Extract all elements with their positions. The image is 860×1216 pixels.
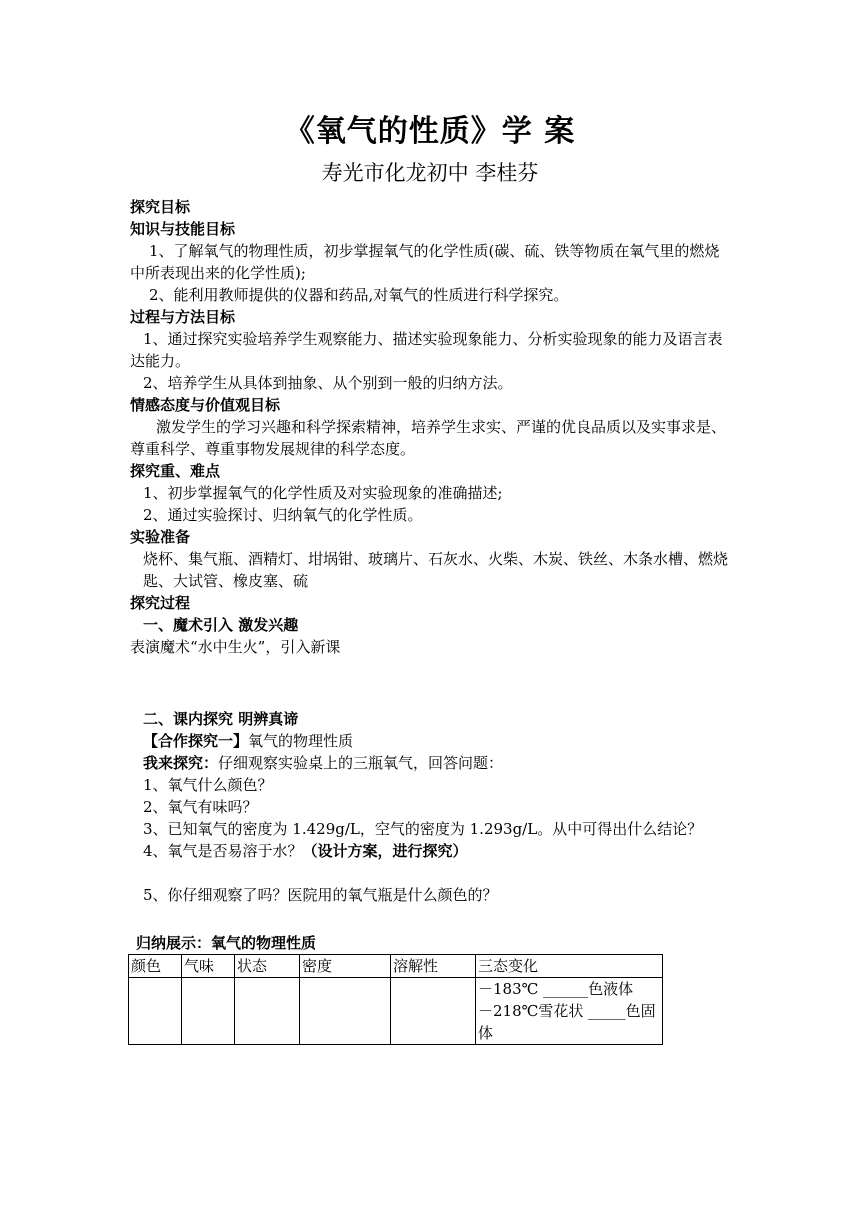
emotion-item: 激发学生的学习兴趣和科学探索精神，培养学生求实、严谨的优良品质以及实事求是、尊重科学、尊重事物发展规律的科学态度。 <box>130 418 727 458</box>
header-density: 密度 <box>300 955 391 978</box>
cell-state[interactable] <box>235 978 300 1045</box>
coop-text: 氧气的物理性质 <box>248 732 354 750</box>
preparation-list: 烧杯、集气瓶、酒精灯、坩埚钳、玻璃片、石灰水、火柴、木炭、铁丝、木条水槽、燃烧匙、大试管、橡皮塞、硫 <box>143 550 729 590</box>
header-state: 状态 <box>235 955 300 978</box>
question-4-note: （设计方案，进行探究） <box>302 842 468 860</box>
knowledge-item-2: 2、能利用教师提供的仪器和药品,对氧气的性质进行科学探究。 <box>149 286 569 304</box>
knowledge-item-1: 1、了解氧气的物理性质，初步掌握氧气的化学性质(碳、硫、铁等物质在氧气里的燃烧中所表现出来的化学性质); <box>130 242 720 282</box>
heading-process: 过程与方法目标 <box>130 308 236 326</box>
step2-title: 二、课内探究 明辨真谛 <box>143 710 299 728</box>
cell-phase-change <box>476 978 663 1045</box>
coop-line <box>130 730 730 752</box>
heading-flow: 探究过程 <box>130 594 191 612</box>
heading-goal: 探究目标 <box>130 198 191 216</box>
step1-title: 一、魔术引入 激发兴趣 <box>143 616 299 634</box>
cell-odor[interactable] <box>182 978 235 1045</box>
spacer <box>130 906 730 932</box>
spacer <box>130 862 730 884</box>
heading-emotion: 情感态度与价值观目标 <box>130 396 281 414</box>
question-1: 1、氧气什么颜色？ <box>143 776 273 794</box>
author-line: 寿光市化龙初中 李桂芬 <box>321 161 539 185</box>
table-header-row <box>129 955 663 978</box>
heading-knowledge: 知识与技能目标 <box>130 220 236 238</box>
header-phase-change: 三态变化 <box>476 955 663 978</box>
heading-key-points: 探究重、难点 <box>130 462 221 480</box>
table-row <box>129 978 663 1045</box>
process-item-1: 1、通过探究实验培养学生观察能力、描述实验现象能力、分析实验现象的能力及语言表达能力。 <box>130 330 723 370</box>
properties-table <box>128 954 663 1045</box>
cell-solubility[interactable] <box>391 978 476 1045</box>
cell-density[interactable] <box>300 978 391 1045</box>
cell-color[interactable] <box>129 978 182 1045</box>
explore-line <box>130 752 730 774</box>
phase-line-solid: －218℃雪花状 _____色固体 <box>478 1002 656 1042</box>
step1-text: 表演魔术“水中生火”，引入新课 <box>130 638 341 656</box>
header-solubility: 溶解性 <box>391 955 476 978</box>
document-body <box>130 196 730 1045</box>
heading-preparation: 实验准备 <box>130 528 191 546</box>
question-3: 3、已知氧气的密度为 1.429g/L，空气的密度为 1.293g/L。从中可得出什么结论？ <box>143 820 703 838</box>
process-item-2: 2、培养学生从具体到抽象、从个别到一般的归纳方法。 <box>143 374 513 392</box>
question-4-text: 4、氧气是否易溶于水？ <box>143 842 303 860</box>
coop-label: 【合作探究一】 <box>143 732 249 750</box>
spacer <box>130 658 730 708</box>
header-odor: 气味 <box>182 955 235 978</box>
summary-title: 归纳展示：氧气的物理性质 <box>136 934 317 952</box>
question-4 <box>130 840 730 862</box>
question-2: 2、氧气有味吗？ <box>143 798 258 816</box>
question-5: 5、你仔细观察了吗？医院用的氧气瓶是什么颜色的？ <box>143 886 498 904</box>
key-item-1: 1、初步掌握氧气的化学性质及对实验现象的准确描述; <box>143 484 503 502</box>
header-color: 颜色 <box>129 955 182 978</box>
explore-label: 我来探究： <box>143 754 219 772</box>
document-title: 《氧气的性质》学 案 <box>284 114 576 149</box>
phase-line-liquid: －183℃ ______色液体 <box>478 980 634 998</box>
key-item-2: 2、通过实验探讨、归纳氧气的化学性质。 <box>143 506 423 524</box>
explore-text: 仔细观察实验桌上的三瓶氧气，回答问题： <box>218 754 504 772</box>
